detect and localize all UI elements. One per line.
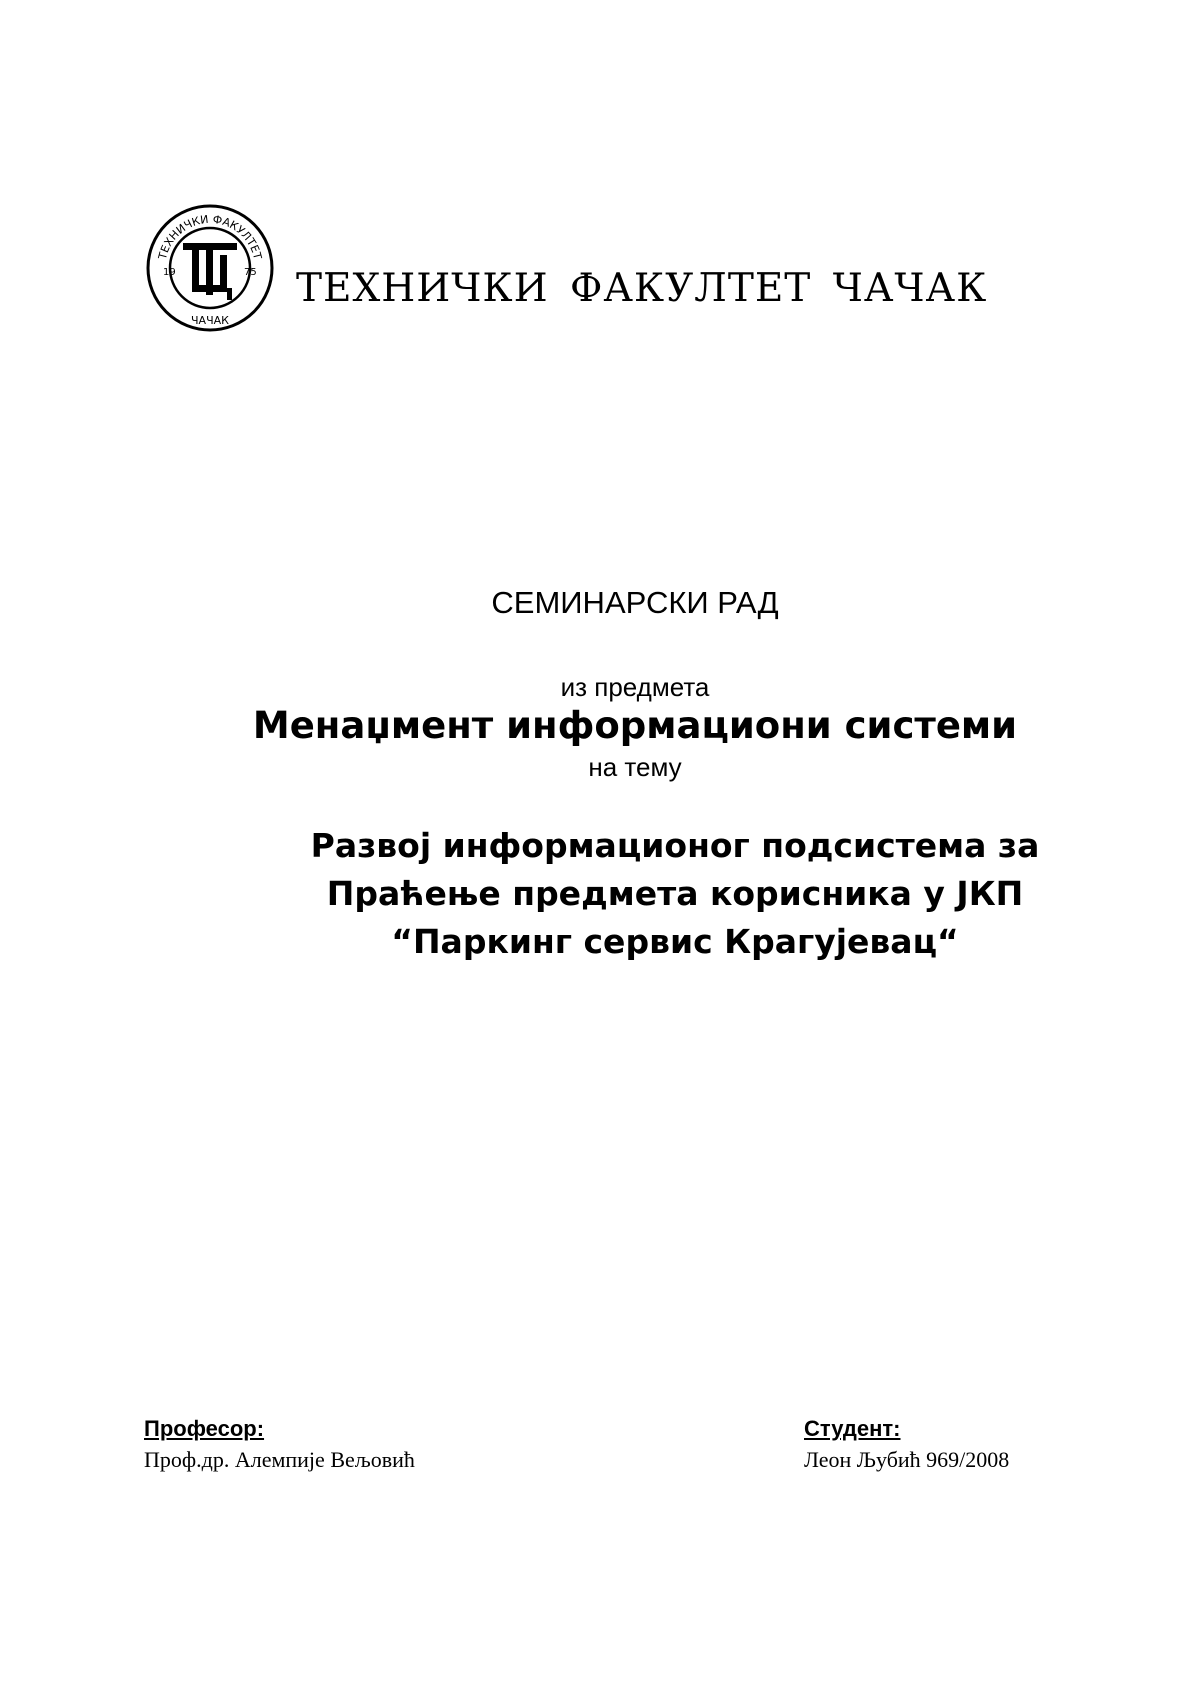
professor-label: Професор: bbox=[144, 1416, 265, 1441]
topic-title bbox=[160, 822, 1190, 966]
svg-text:ЧАЧАК: ЧАЧАК bbox=[191, 314, 229, 327]
svg-text:75: 75 bbox=[244, 267, 257, 278]
topic-title-line: Развој информационог подсистема за bbox=[310, 826, 1040, 865]
student-label: Студент: bbox=[804, 1416, 901, 1441]
document-type: СЕМИНАРСКИ РАД bbox=[491, 585, 779, 620]
student-name: Леон Љубић 969/2008 bbox=[804, 1447, 1010, 1472]
subject-intro: из предмета bbox=[560, 672, 710, 702]
professor-name: Проф.др. Алемпије Вељовић bbox=[144, 1447, 415, 1472]
topic-intro: на тему bbox=[588, 752, 682, 782]
faculty-seal-logo bbox=[145, 203, 275, 333]
subject-title: Менаџмент информациони системи bbox=[252, 704, 1018, 747]
faculty-name: ТЕХНИЧКИ ФАКУЛТЕТ ЧАЧАК bbox=[296, 266, 988, 311]
topic-title-line: Праћење предмета корисника у ЈКП bbox=[326, 874, 1024, 913]
topic-title-line: “Паркинг сервис Крагујевац“ bbox=[391, 922, 959, 961]
svg-text:ТЕХНИЧКИ ФАКУЛТЕТ: ТЕХНИЧКИ ФАКУЛТЕТ bbox=[155, 212, 265, 261]
svg-text:19: 19 bbox=[163, 267, 176, 278]
